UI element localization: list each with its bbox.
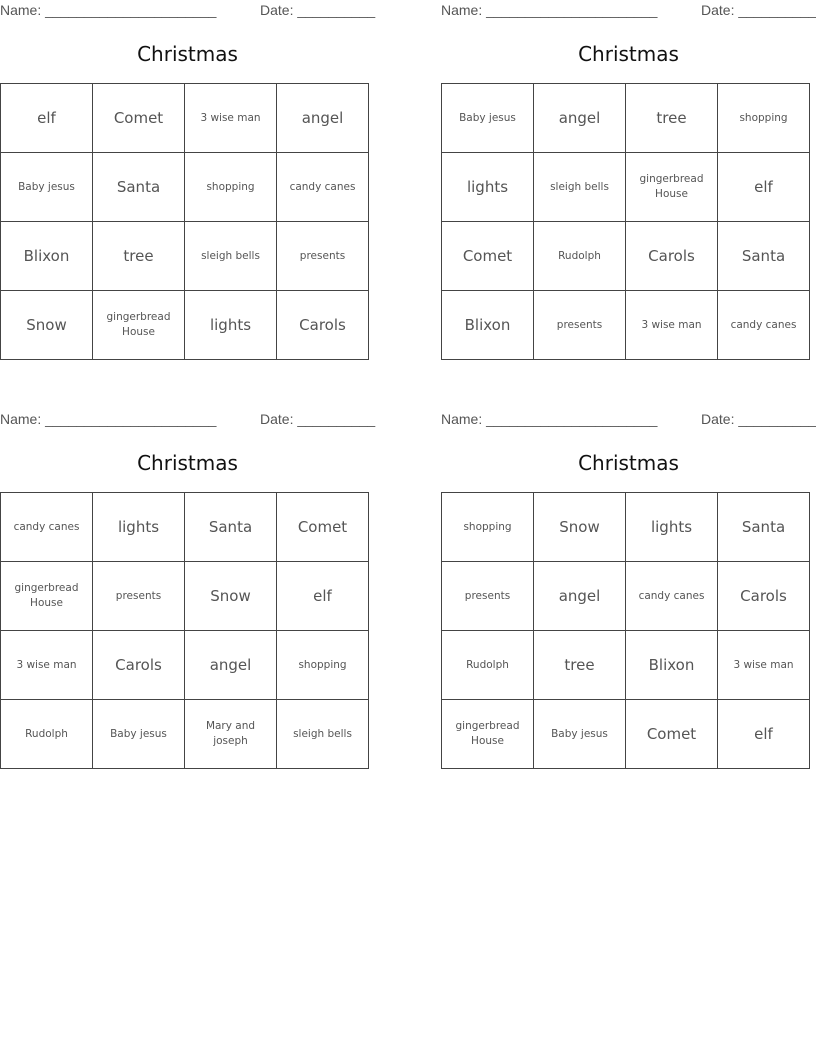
bingo-cell: lights — [185, 291, 277, 360]
card-header — [0, 409, 375, 431]
bingo-cell: Blixon — [1, 222, 93, 291]
bingo-cell: sleigh bells — [185, 222, 277, 291]
grid-row — [442, 631, 810, 700]
bingo-cell: gingerbread House — [1, 562, 93, 631]
bingo-cell: gingerbread House — [442, 700, 534, 769]
bingo-cell: Carols — [93, 631, 185, 700]
grid-row — [442, 493, 810, 562]
bingo-cell: Comet — [277, 493, 369, 562]
card-title: Christmas — [578, 451, 679, 475]
bingo-cell: presents — [277, 222, 369, 291]
bingo-cell: Santa — [718, 222, 810, 291]
date-line: Date: __________ — [260, 411, 376, 427]
bingo-cell: candy canes — [626, 562, 718, 631]
card-title: Christmas — [137, 42, 238, 66]
grid-row — [442, 291, 810, 360]
bingo-cell: Santa — [185, 493, 277, 562]
bingo-cell: tree — [626, 84, 718, 153]
bingo-card-4 — [441, 409, 816, 747]
bingo-cell: Baby jesus — [442, 84, 534, 153]
bingo-cell: shopping — [718, 84, 810, 153]
bingo-cell: shopping — [185, 153, 277, 222]
grid-row — [442, 562, 810, 631]
bingo-grid — [441, 492, 810, 769]
bingo-cell: Baby jesus — [534, 700, 626, 769]
bingo-grid — [0, 492, 369, 769]
card-header — [441, 409, 816, 431]
grid-row — [1, 631, 369, 700]
name-line: Name: ______________________ — [0, 411, 217, 427]
bingo-cell: Baby jesus — [93, 700, 185, 769]
bingo-cell: shopping — [277, 631, 369, 700]
bingo-cell: sleigh bells — [277, 700, 369, 769]
bingo-cell: elf — [277, 562, 369, 631]
date-line: Date: __________ — [701, 411, 816, 427]
grid-row — [442, 700, 810, 769]
grid-row — [1, 562, 369, 631]
bingo-cell: presents — [442, 562, 534, 631]
grid-row — [1, 153, 369, 222]
bingo-cell: Snow — [534, 493, 626, 562]
bingo-cell: elf — [718, 700, 810, 769]
card-title: Christmas — [578, 42, 679, 66]
bingo-cell: angel — [277, 84, 369, 153]
grid-row — [1, 84, 369, 153]
bingo-cell: Snow — [185, 562, 277, 631]
bingo-card-1 — [0, 0, 376, 338]
bingo-cell: Carols — [277, 291, 369, 360]
bingo-grid — [0, 83, 369, 360]
bingo-cell: Rudolph — [442, 631, 534, 700]
bingo-cell: tree — [534, 631, 626, 700]
bingo-cell: gingerbread House — [626, 153, 718, 222]
bingo-grid — [441, 83, 810, 360]
bingo-cell: Snow — [1, 291, 93, 360]
bingo-cell: angel — [534, 84, 626, 153]
grid-row — [1, 222, 369, 291]
grid-row — [1, 493, 369, 562]
bingo-cell: Carols — [626, 222, 718, 291]
bingo-cell: Comet — [442, 222, 534, 291]
bingo-cell: angel — [185, 631, 277, 700]
bingo-cell: 3 wise man — [1, 631, 93, 700]
bingo-cell: Rudolph — [1, 700, 93, 769]
bingo-cell: Mary and joseph — [185, 700, 277, 769]
bingo-cell: tree — [93, 222, 185, 291]
bingo-cell: Blixon — [626, 631, 718, 700]
bingo-cell: shopping — [442, 493, 534, 562]
card-title: Christmas — [137, 451, 238, 475]
bingo-cell: Blixon — [442, 291, 534, 360]
bingo-cell: sleigh bells — [534, 153, 626, 222]
grid-row — [442, 153, 810, 222]
grid-row — [1, 291, 369, 360]
card-header — [441, 0, 816, 22]
bingo-cell: candy canes — [277, 153, 369, 222]
grid-row — [442, 84, 810, 153]
bingo-cell: Santa — [93, 153, 185, 222]
bingo-cell: candy canes — [1, 493, 93, 562]
bingo-cell: elf — [1, 84, 93, 153]
bingo-cell: lights — [93, 493, 185, 562]
grid-row — [1, 700, 369, 769]
name-line: Name: ______________________ — [441, 411, 658, 427]
bingo-cell: lights — [626, 493, 718, 562]
bingo-cell: Comet — [626, 700, 718, 769]
bingo-cell: candy canes — [718, 291, 810, 360]
grid-row — [442, 222, 810, 291]
date-line: Date: __________ — [701, 2, 816, 18]
date-line: Date: __________ — [260, 2, 376, 18]
bingo-cell: gingerbread House — [93, 291, 185, 360]
card-header — [0, 0, 375, 22]
name-line: Name: ______________________ — [441, 2, 658, 18]
bingo-cell: angel — [534, 562, 626, 631]
bingo-cell: 3 wise man — [626, 291, 718, 360]
bingo-card-2 — [441, 0, 816, 334]
bingo-cell: presents — [534, 291, 626, 360]
bingo-cell: 3 wise man — [718, 631, 810, 700]
bingo-cell: lights — [442, 153, 534, 222]
bingo-cell: 3 wise man — [185, 84, 277, 153]
bingo-cell: Carols — [718, 562, 810, 631]
bingo-cell: Santa — [718, 493, 810, 562]
bingo-cell: Comet — [93, 84, 185, 153]
bingo-cell: elf — [718, 153, 810, 222]
bingo-card-3 — [0, 409, 376, 747]
bingo-cell: Rudolph — [534, 222, 626, 291]
bingo-cell: presents — [93, 562, 185, 631]
name-line: Name: ______________________ — [0, 2, 217, 18]
bingo-cell: Baby jesus — [1, 153, 93, 222]
